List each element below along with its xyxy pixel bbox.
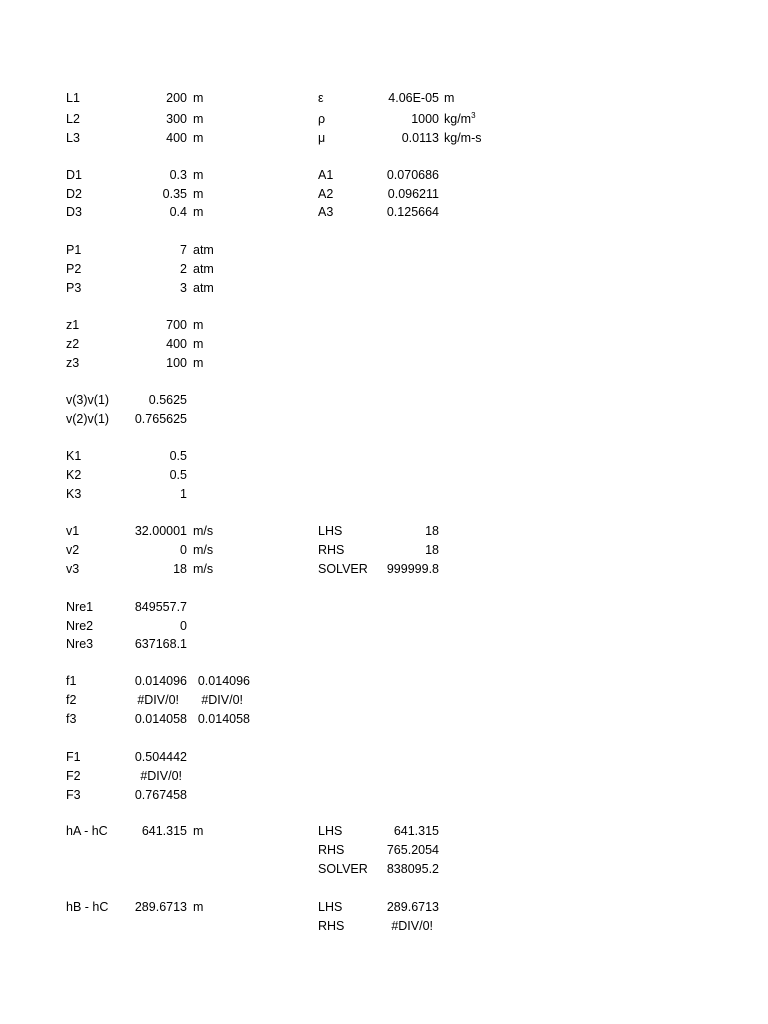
row-l3 — [0, 129, 768, 147]
cell-unit: atm — [193, 262, 214, 276]
row-z3 — [0, 354, 768, 372]
cell-unit — [444, 110, 476, 128]
cell-value: 0.4 — [169, 205, 187, 219]
cell-unit: m — [444, 91, 455, 105]
row-head-ac — [0, 822, 768, 840]
cell-value: 641.315 — [393, 824, 439, 838]
cell-label: f3 — [66, 712, 77, 726]
cell-label: LHS — [318, 900, 343, 914]
row-solver3-rhs — [0, 917, 768, 935]
cell-unit: kg/m-s — [444, 131, 482, 145]
cell-value: 200 — [166, 91, 187, 105]
cell-label: L2 — [66, 112, 80, 126]
cell-value: 849557.7 — [134, 600, 187, 614]
cell-value: 3 — [180, 281, 187, 295]
cell-value: 18 — [425, 524, 439, 538]
cell-label: v3 — [66, 562, 80, 576]
cell-unit: m/s — [193, 562, 214, 576]
row-f3 — [0, 710, 768, 728]
cell-value: 0.125664 — [386, 205, 439, 219]
cell-value-2: #DIV/0! — [201, 693, 243, 707]
cell-value: 0 — [180, 543, 187, 557]
cell-label: Nre2 — [66, 619, 94, 633]
cell-unit: atm — [193, 243, 214, 257]
cell-value: 0.070686 — [386, 168, 439, 182]
row-k3 — [0, 485, 768, 503]
cell-label: RHS — [318, 919, 345, 933]
row-bigf1 — [0, 748, 768, 766]
cell-value: #DIV/0! — [137, 693, 179, 707]
row-v2 — [0, 541, 768, 559]
cell-unit: m — [193, 91, 204, 105]
row-solver2-solver — [0, 860, 768, 878]
cell-label: A3 — [318, 205, 334, 219]
cell-value: 0.014096 — [134, 674, 187, 688]
cell-label: v2 — [66, 543, 80, 557]
cell-label: D1 — [66, 168, 82, 182]
row-d3 — [0, 203, 768, 221]
cell-label: L1 — [66, 91, 80, 105]
row-d1 — [0, 166, 768, 184]
cell-label: K2 — [66, 468, 82, 482]
cell-label: D2 — [66, 187, 82, 201]
cell-label: μ — [318, 131, 326, 145]
row-p1 — [0, 241, 768, 259]
cell-value: 18 — [173, 562, 187, 576]
cell-value: 0.504442 — [134, 750, 187, 764]
cell-value: 0.35 — [162, 187, 187, 201]
cell-label: F1 — [66, 750, 81, 764]
row-z2 — [0, 335, 768, 353]
cell-label: f1 — [66, 674, 77, 688]
cell-unit: atm — [193, 281, 214, 295]
cell-label: SOLVER — [318, 562, 368, 576]
unit-exponent: 3 — [471, 111, 476, 120]
cell-value: 2 — [180, 262, 187, 276]
row-v1 — [0, 522, 768, 540]
cell-value: 300 — [166, 112, 187, 126]
cell-value: 400 — [166, 337, 187, 351]
cell-value: 0.5625 — [148, 393, 187, 407]
row-z1 — [0, 316, 768, 334]
cell-label: RHS — [318, 543, 345, 557]
row-nre2 — [0, 617, 768, 635]
cell-label: P1 — [66, 243, 82, 257]
row-head-bc — [0, 898, 768, 916]
cell-value: #DIV/0! — [391, 919, 433, 933]
cell-label: L3 — [66, 131, 80, 145]
cell-label: Nre1 — [66, 600, 94, 614]
cell-label: P2 — [66, 262, 82, 276]
cell-unit: m — [193, 356, 204, 370]
cell-label: LHS — [318, 524, 343, 538]
cell-unit: m — [193, 824, 204, 838]
cell-value: 765.2054 — [386, 843, 439, 857]
cell-value: 1 — [180, 487, 187, 501]
cell-label: hA - hC — [66, 824, 108, 838]
cell-label: hB - hC — [66, 900, 109, 914]
cell-unit: m — [193, 337, 204, 351]
cell-value: 641.315 — [141, 824, 187, 838]
cell-unit: m — [193, 900, 204, 914]
row-bigf2 — [0, 767, 768, 785]
cell-label: K3 — [66, 487, 82, 501]
row-l2 — [0, 110, 768, 128]
row-f2 — [0, 691, 768, 709]
row-solver2-rhs — [0, 841, 768, 859]
cell-value: 0.765625 — [134, 412, 187, 426]
cell-label: ε — [318, 91, 324, 105]
row-f1 — [0, 672, 768, 690]
cell-value: 0.0113 — [401, 131, 439, 145]
row-d2 — [0, 185, 768, 203]
cell-label: v1 — [66, 524, 80, 538]
cell-label: Nre3 — [66, 637, 94, 651]
cell-value: 32.00001 — [134, 524, 187, 538]
cell-label: A2 — [318, 187, 334, 201]
cell-value: 0 — [180, 619, 187, 633]
cell-value: 999999.8 — [386, 562, 439, 576]
row-nre1 — [0, 598, 768, 616]
cell-unit: m/s — [193, 524, 214, 538]
cell-value: 7 — [180, 243, 187, 257]
cell-value: 100 — [166, 356, 187, 370]
cell-value: 0.096211 — [387, 187, 439, 201]
row-bigf3 — [0, 786, 768, 804]
cell-label: F2 — [66, 769, 81, 783]
cell-unit: m — [193, 318, 204, 332]
cell-value: 400 — [166, 131, 187, 145]
cell-label: P3 — [66, 281, 82, 295]
cell-label: z3 — [66, 356, 80, 370]
row-k2 — [0, 466, 768, 484]
row-p2 — [0, 260, 768, 278]
row-v3 — [0, 560, 768, 578]
cell-unit: m — [193, 187, 204, 201]
cell-label: z2 — [66, 337, 80, 351]
cell-label: LHS — [318, 824, 343, 838]
unit-base: kg/m — [444, 112, 472, 126]
cell-value-2: 0.014096 — [197, 674, 250, 688]
row-l1 — [0, 89, 768, 107]
cell-unit: m — [193, 131, 204, 145]
row-nre3 — [0, 635, 768, 653]
cell-value: 1000 — [411, 112, 439, 126]
cell-value: 700 — [166, 318, 187, 332]
cell-value: 0.5 — [169, 468, 187, 482]
cell-label: f2 — [66, 693, 77, 707]
cell-unit: m — [193, 205, 204, 219]
cell-label: z1 — [66, 318, 80, 332]
cell-unit: m — [193, 168, 204, 182]
row-ratio-21 — [0, 410, 768, 428]
cell-value: 4.06E-05 — [388, 91, 439, 105]
cell-value: #DIV/0! — [140, 769, 182, 783]
cell-value: 289.6713 — [386, 900, 439, 914]
cell-label: SOLVER — [318, 862, 368, 876]
cell-value: 637168.1 — [134, 637, 187, 651]
cell-unit: m — [193, 112, 204, 126]
cell-label: ρ — [318, 112, 326, 126]
cell-value: 0.3 — [169, 168, 187, 182]
cell-value: 0.5 — [169, 449, 187, 463]
cell-label: v(3)v(1) — [66, 393, 110, 407]
row-ratio-31 — [0, 391, 768, 409]
cell-label: A1 — [318, 168, 334, 182]
cell-label: D3 — [66, 205, 82, 219]
cell-label: F3 — [66, 788, 81, 802]
cell-value-2: 0.014058 — [197, 712, 250, 726]
cell-unit: m/s — [193, 543, 214, 557]
cell-value: 289.6713 — [134, 900, 187, 914]
row-k1 — [0, 447, 768, 465]
cell-label: RHS — [318, 843, 345, 857]
cell-value: 0.014058 — [134, 712, 187, 726]
cell-value: 18 — [425, 543, 439, 557]
cell-label: K1 — [66, 449, 82, 463]
row-p3 — [0, 279, 768, 297]
cell-label: v(2)v(1) — [66, 412, 110, 426]
cell-value: 838095.2 — [386, 862, 439, 876]
cell-value: 0.767458 — [134, 788, 187, 802]
